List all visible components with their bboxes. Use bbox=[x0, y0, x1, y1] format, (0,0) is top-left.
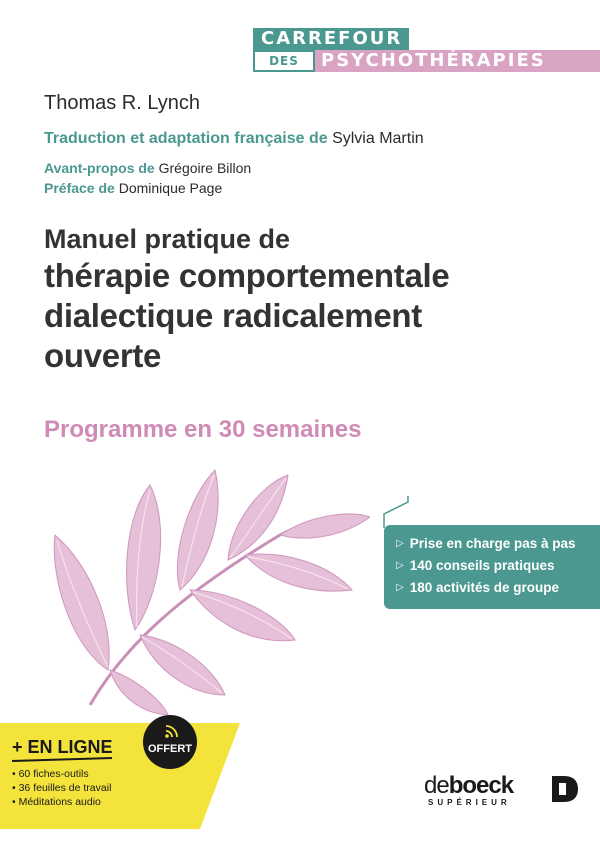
foreword-role: Avant-propos de bbox=[44, 160, 155, 176]
foreword-credit bbox=[44, 160, 251, 176]
translation-role: Traduction et adaptation française de bbox=[44, 130, 328, 147]
features-box bbox=[384, 525, 600, 609]
title-line-3: dialectique radicalement bbox=[44, 297, 422, 334]
series-prefix-box bbox=[253, 50, 315, 72]
foreword-name: Grégoire Billon bbox=[158, 160, 252, 176]
author-name: Thomas R. Lynch bbox=[44, 92, 200, 114]
feature-item bbox=[396, 577, 600, 599]
feature-item bbox=[396, 555, 600, 577]
book-title bbox=[44, 222, 584, 376]
preface-role: Préface de bbox=[44, 180, 115, 196]
online-title: + EN LIGNE bbox=[12, 737, 113, 757]
online-list bbox=[12, 767, 111, 809]
feature-label: 140 conseils pratiques bbox=[409, 558, 555, 573]
series-line2: PSYCHOTHÉRAPIES bbox=[321, 50, 546, 71]
series-line2-bar bbox=[315, 50, 600, 72]
online-list-item: • 36 feuilles de travail bbox=[12, 782, 112, 794]
online-list-item: • 60 fiches-outils bbox=[12, 768, 89, 780]
title-line-4: ouverte bbox=[44, 337, 162, 374]
series-line2-block bbox=[253, 50, 600, 72]
translator-name: Sylvia Martin bbox=[332, 130, 424, 147]
title-line-1: Manuel pratique de bbox=[44, 224, 291, 254]
deboeck-logo-icon bbox=[550, 774, 580, 804]
book-subtitle: Programme en 30 semaines bbox=[44, 416, 362, 443]
wifi-audio-icon bbox=[164, 723, 180, 739]
triangle-bullet-icon: ▷ bbox=[396, 538, 404, 549]
publisher-subline: SUPÉRIEUR bbox=[428, 798, 511, 807]
feature-item bbox=[396, 533, 600, 555]
publisher-main: boeck bbox=[448, 772, 514, 799]
online-resources-badge bbox=[0, 723, 240, 829]
publisher-name bbox=[424, 772, 513, 800]
online-list-item: • Méditations audio bbox=[12, 796, 101, 808]
preface-name: Dominique Page bbox=[118, 180, 223, 196]
publisher-prefix: de bbox=[424, 772, 449, 799]
feature-label: 180 activités de groupe bbox=[409, 580, 560, 595]
title-line-2: thérapie comportementale bbox=[44, 257, 450, 294]
feature-label: Prise en charge pas à pas bbox=[409, 536, 576, 551]
series-banner bbox=[253, 28, 600, 74]
series-prefix: DES bbox=[269, 54, 299, 68]
translation-credit bbox=[44, 130, 424, 148]
leaf-branch-illustration bbox=[30, 455, 370, 715]
offert-badge bbox=[143, 715, 197, 769]
offert-label: OFFERT bbox=[148, 743, 192, 755]
triangle-bullet-icon: ▷ bbox=[396, 560, 404, 571]
series-line1: CARREFOUR bbox=[261, 28, 403, 49]
triangle-bullet-icon: ▷ bbox=[396, 582, 404, 593]
series-line1-block bbox=[253, 28, 409, 50]
publisher-logo bbox=[424, 772, 584, 812]
preface-credit bbox=[44, 180, 222, 196]
